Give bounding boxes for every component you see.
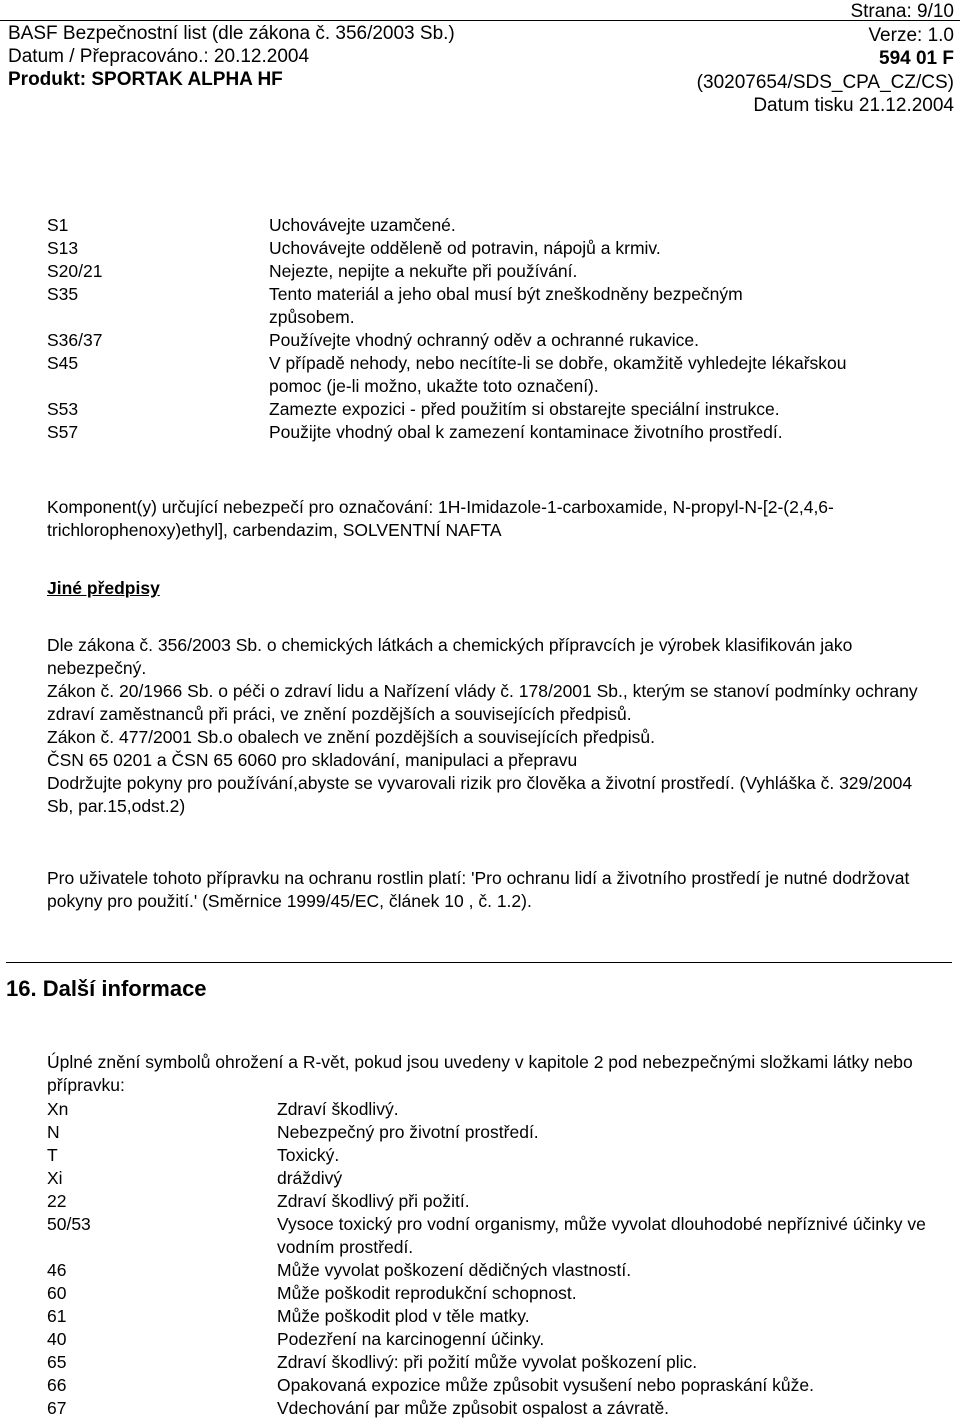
symbol-text: Může vyvolat poškození dědičných vlastností. (277, 1260, 632, 1280)
regulation-line: ČSN 65 0201 a ČSN 65 6060 pro skladování, manipulaci a přepravu (47, 750, 578, 770)
phrase-code: S36/37 (47, 330, 103, 350)
symbol-text: Může poškodit plod v těle matky. (277, 1306, 530, 1326)
list-item (47, 352, 947, 398)
symbol-code: 61 (47, 1306, 67, 1326)
list-item (47, 1167, 947, 1190)
revision-date: Datum / Přepracováno.: 20.12.2004 (8, 46, 310, 67)
phrase-code: S13 (47, 238, 79, 258)
symbol-code: 66 (47, 1375, 67, 1395)
regulation-line: Dle zákona č. 356/2003 Sb. o chemických látkách a chemických přípravcích je výrobek klasifikován jako nebezpečný. (47, 635, 853, 678)
phrase-text: V případě nehody, nebo necítíte-li se dobře, okamžitě vyhledejte lékařskou pomoc (je-li možno, ukažte toto označení). (269, 353, 847, 396)
symbol-text: Toxický. (277, 1145, 340, 1165)
symbol-text: Zdraví škodlivý. (277, 1099, 399, 1119)
list-item (47, 1213, 947, 1259)
hazard-components: Komponent(y) určující nebezpečí pro označování: 1H-Imidazole-1-carboxamide, N-propyl-N-[2-(2,4,6-trichlorophenoxy)ethyl], carbendazim, SOLVENTNÍ NAFTA (47, 497, 834, 540)
user-note: Pro uživatele tohoto přípravku na ochranu rostlin platí: 'Pro ochranu lidí a životního prostředí je nutné dodržovat pokyny pro použití.' (Směrnice 1999/45/EC, článek 10 , č. 1.2). (47, 868, 910, 911)
section-title: 16. Další informace (6, 976, 207, 1001)
phrase-text: Použijte vhodný obal k zamezení kontaminace životního prostředí. (269, 422, 783, 442)
symbol-code: 22 (47, 1191, 67, 1211)
symbol-text: Opakovaná expozice může způsobit vysušení nebo popraskání kůže. (277, 1375, 814, 1395)
doc-title: BASF Bezpečnostní list (dle zákona č. 356/2003 Sb.) (8, 23, 455, 44)
symbol-text: dráždivý (277, 1168, 343, 1188)
phrase-code: S53 (47, 399, 79, 419)
other-regulations-heading: Jiné předpisy (47, 578, 160, 598)
phrase-text: Uchovávejte uzamčené. (269, 215, 456, 235)
phrase-text: Používejte vhodný ochranný oděv a ochranné rukavice. (269, 330, 699, 350)
section-intro: Úplné znění symbolů ohrožení a R-vět, pokud jsou uvedeny v kapitole 2 pod nebezpečnými složkami látky nebo přípravku: (47, 1052, 913, 1095)
regulations-block (47, 634, 942, 818)
phrase-code: S45 (47, 353, 79, 373)
symbol-text: Vysoce toxický pro vodní organismy, může vyvolat dlouhodobé nepříznivé účinky ve vodním prostředí. (277, 1214, 926, 1257)
symbol-code: 65 (47, 1352, 67, 1372)
phrase-text: Tento materiál a jeho obal musí být zneškodněny bezpečným způsobem. (269, 284, 743, 327)
list-item (47, 237, 947, 260)
list-item (47, 1190, 947, 1213)
list-item (47, 1397, 947, 1420)
header-right (697, 0, 954, 118)
product-code: 594 01 F (879, 48, 954, 69)
symbol-text: Nebezpečný pro životní prostředí. (277, 1122, 539, 1142)
symbol-code: 40 (47, 1329, 67, 1349)
list-item (47, 1121, 947, 1144)
list-item (47, 1259, 947, 1282)
list-item (47, 1144, 947, 1167)
symbol-code: N (47, 1122, 60, 1142)
regulation-line: Zákon č. 20/1966 Sb. o péči o zdraví lidu a Nařízení vlády č. 178/2001 Sb., kterým se stanoví podmínky ochrany zdraví zaměstnanců při práci, ve znění pozdějších a souvisejících předpisů. (47, 681, 918, 724)
symbol-code: T (47, 1145, 58, 1165)
list-item (47, 283, 947, 329)
list-item (47, 1305, 947, 1328)
print-date: Datum tisku 21.12.2004 (753, 95, 954, 116)
list-item (47, 260, 947, 283)
r-phrases-list (47, 1098, 947, 1420)
list-item (47, 329, 947, 352)
symbol-code: 60 (47, 1283, 67, 1303)
phrase-code: S35 (47, 284, 79, 304)
symbol-code: 46 (47, 1260, 67, 1280)
list-item (47, 1351, 947, 1374)
symbol-text: Podezření na karcinogenní účinky. (277, 1329, 545, 1349)
list-item (47, 398, 947, 421)
phrase-code: S20/21 (47, 261, 103, 281)
list-item (47, 1282, 947, 1305)
product-name: Produkt: SPORTAK ALPHA HF (8, 69, 283, 90)
list-item (47, 214, 947, 237)
page-number: Strana: 9/10 (850, 1, 954, 22)
phrase-code: S1 (47, 215, 69, 235)
section-divider (6, 962, 952, 963)
symbol-text: Vdechování par může způsobit ospalost a závratě. (277, 1398, 670, 1418)
document-ref: (30207654/SDS_CPA_CZ/CS) (696, 71, 954, 93)
phrase-text: Uchovávejte odděleně od potravin, nápojů a krmiv. (269, 238, 661, 258)
phrase-text: Nejezte, nepijte a nekuřte při používání. (269, 261, 578, 281)
regulation-line: Dodržujte pokyny pro používání,abyste se vyvarovali rizik pro člověka a životní prostředí. (Vyhláška č. 329/2004 Sb, par.15,odst.2) (47, 773, 913, 816)
phrase-text: Zamezte expozici - před použitím si obstarejte speciální instrukce. (269, 399, 780, 419)
header-left (8, 22, 455, 91)
symbol-text: Může poškodit reprodukční schopnost. (277, 1283, 577, 1303)
list-item (47, 1374, 947, 1397)
list-item (47, 421, 947, 444)
phrase-code: S57 (47, 422, 79, 442)
symbol-code: Xi (47, 1168, 63, 1188)
list-item (47, 1098, 947, 1121)
list-item (47, 1328, 947, 1351)
version: Verze: 1.0 (868, 24, 954, 46)
symbol-code: 50/53 (47, 1214, 91, 1234)
symbol-text: Zdraví škodlivý při požití. (277, 1191, 470, 1211)
regulation-line: Zákon č. 477/2001 Sb.o obalech ve znění pozdějších a souvisejících předpisů. (47, 727, 656, 747)
symbol-text: Zdraví škodlivý: při požití může vyvolat poškození plic. (277, 1352, 698, 1372)
symbol-code: Xn (47, 1099, 69, 1119)
symbol-code: 67 (47, 1398, 67, 1418)
s-phrases-list (47, 214, 947, 444)
